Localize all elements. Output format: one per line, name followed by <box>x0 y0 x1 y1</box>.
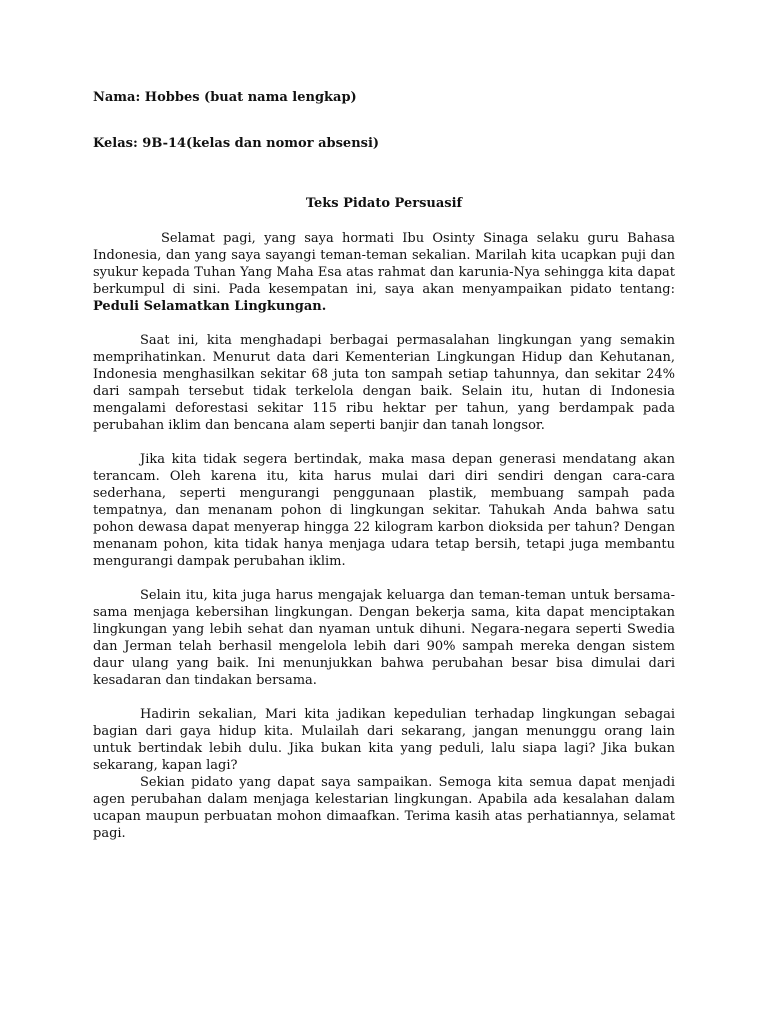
paragraph-problems: Saat ini, kita menghadapi berbagai permasalahan lingkungan yang semakin memprihatinkan. Menurut data dari Kementerian Lingkungan Hidup dan Kehutanan, Indonesia menghasilkan sekitar 68 juta ton sampah setiap tahunnya, dan sekitar 24% dari sampah tersebut tidak terkelola dengan baik. Selain itu, hutan di Indonesia mengalami deforestasi sekitar 115 ribu hektar per tahun, yang berdampak pada perubahan iklim dan bencana alam seperti banjir dan tanah longsor. <box>93 333 675 433</box>
paragraph-actions: Jika kita tidak segera bertindak, maka masa depan generasi mendatang akan terancam. Oleh karena itu, kita harus mulai dari diri sendiri dengan cara-cara sederhana, seperti mengurangi penggunaan plastik, membuang sampah pada tempatnya, dan menanam pohon di lingkungan sekitar. Tahukah Anda bahwa satu pohon dewasa dapat menyerap hingga 22 kilogram karbon dioksida per tahun? Dengan menanam pohon, kita tidak hanya menjaga udara tetap bersih, tetapi juga membantu mengurangi dampak perubahan iklim. <box>93 452 675 569</box>
paragraph-spacer <box>93 570 675 587</box>
student-name-line: Nama: Hobbes (buat nama lengkap) <box>93 90 357 105</box>
paragraph-spacer <box>93 434 675 451</box>
speech-topic: Peduli Selamatkan Lingkungan. <box>93 299 327 314</box>
paragraph-opening <box>93 230 675 315</box>
paragraph-spacer <box>93 315 675 332</box>
student-class-line: Kelas: 9B-14(kelas dan nomor absensi) <box>93 136 380 151</box>
paragraph-spacer <box>93 689 675 706</box>
speech-body <box>93 230 675 842</box>
paragraph-call-to-action: Hadirin sekalian, Mari kita jadikan kepedulian terhadap lingkungan sebagai bagian dari gaya hidup kita. Mulailah dari sekarang, jangan menunggu orang lain untuk bertindak lebih dulu. Jika bukan kita yang peduli, lalu siapa lagi? Jika bukan sekarang, kapan lagi? <box>93 707 675 773</box>
paragraph-cooperation: Selain itu, kita juga harus mengajak keluarga dan teman-teman untuk bersama-sama menjaga kebersihan lingkungan. Dengan bekerja sama, kita dapat menciptakan lingkungan yang lebih sehat dan nyaman untuk dihuni. Negara-negara seperti Swedia dan Jerman telah berhasil mengelola lebih dari 90% sampah mereka dengan sistem daur ulang yang baik. Ini menunjukkan bahwa perubahan besar bisa dimulai dari kesadaran dan tindakan bersama. <box>93 588 675 688</box>
paragraph-opening-text: Selamat pagi, yang saya hormati Ibu Osinty Sinaga selaku guru Bahasa Indonesia, dan yang saya sayangi teman-teman sekalian. Marilah kita ucapkan puji dan syukur kepada Tuhan Yang Maha Esa atas rahmat dan karunia-Nya sehingga kita dapat berkumpul di sini. Pada kesempatan ini, saya akan menyampaikan pidato tentang: <box>93 231 675 297</box>
paragraph-closing: Sekian pidato yang dapat saya sampaikan. Semoga kita semua dapat menjadi agen perubahan dalam menjaga kelestarian lingkungan. Apabila ada kesalahan dalam ucapan maupun perbuatan mohon dimaafkan. Terima kasih atas perhatiannya, selamat pagi. <box>93 775 675 841</box>
document-title: Teks Pidato Persuasif <box>305 196 463 211</box>
